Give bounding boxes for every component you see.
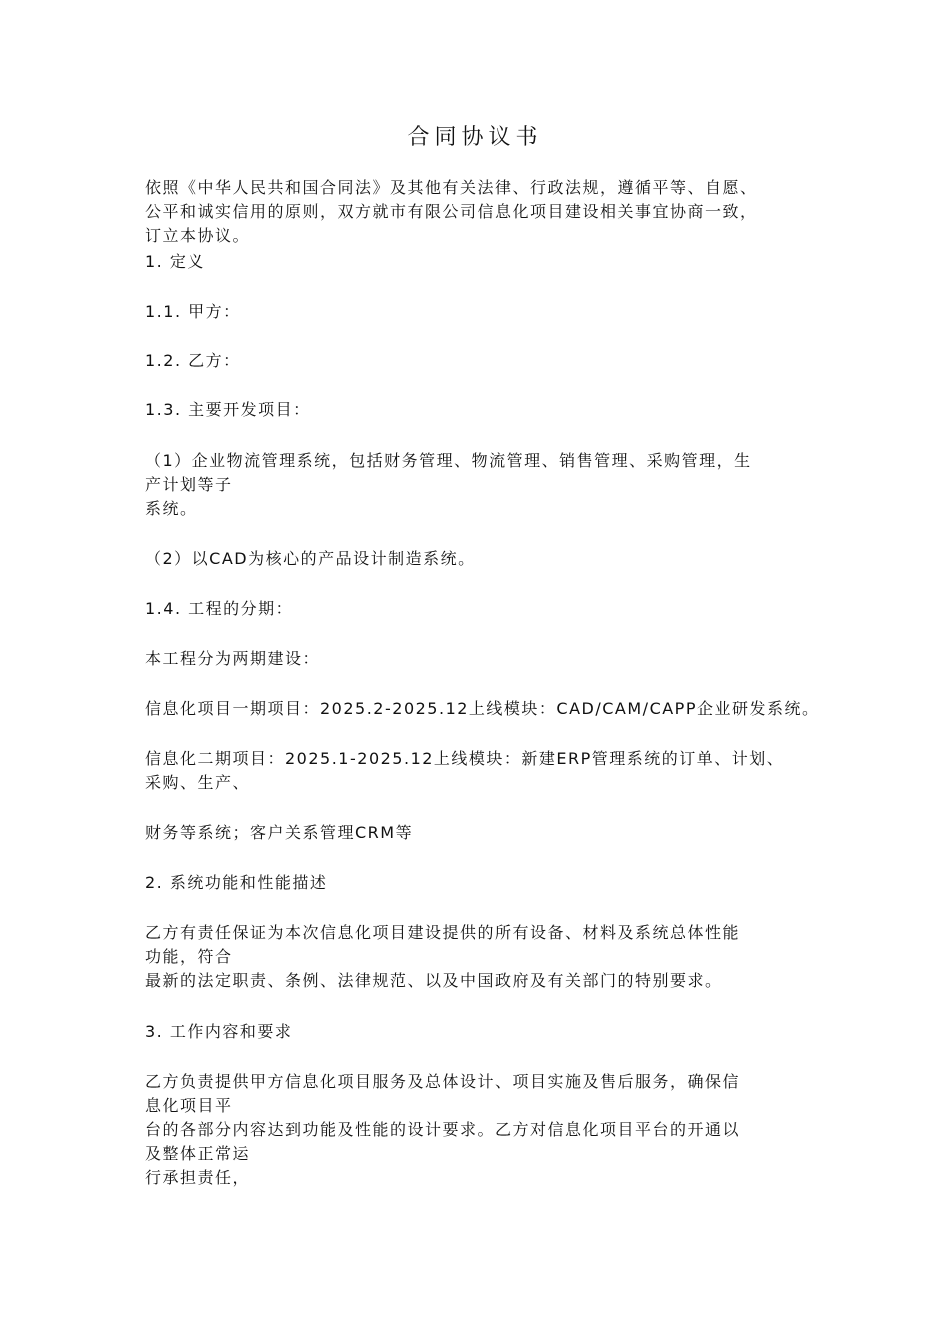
document-title: 合同协议书 (407, 125, 543, 150)
section-2-paragraph: 乙方有责任保证为本次信息化项目建设提供的所有设备、材料及系统总体性能 功能，符合 最新的法定职责、条例、法律规范、以及中国政府及有关部门的特别要求。 (145, 923, 741, 990)
phase-2: 信息化二期项目：2025.1-2025.12上线模块：新建ERP管理系统的订单、计划、 采购、生产、 (145, 749, 785, 792)
phase-2-continued: 财务等系统；客户关系管理CRM等 (145, 823, 414, 842)
section-3-heading: 3. 工作内容和要求 (145, 1022, 293, 1041)
section-1-heading: 1. 定义 (145, 252, 205, 271)
clause-1-3-heading: 1.3. 主要开发项目： (145, 400, 311, 419)
clause-1-2-party-b: 1.2. 乙方： (145, 351, 241, 370)
section-3-paragraph: 乙方负责提供甲方信息化项目服务及总体设计、项目实施及售后服务，确保信 息化项目平 台的各部分内容达到功能及性能的设计要求。乙方对信息化项目平台的开通以 及整体正常运 行承担责任， (145, 1072, 741, 1187)
project-item-2: （2）以CAD为核心的产品设计制造系统。 (145, 549, 476, 568)
phase-1: 信息化项目一期项目：2025.2-2025.12上线模块：CAD/CAM/CAPP企业研发系统。 (145, 699, 820, 718)
clause-1-1-party-a: 1.1. 甲方： (145, 302, 241, 321)
phases-intro: 本工程分为两期建设： (145, 649, 321, 668)
intro-paragraph: 依照《中华人民共和国合同法》及其他有关法律、行政法规，遵循平等、自愿、 公平和诚实信用的原则，双方就市有限公司信息化项目建设相关事宜协商一致， 订立本协议。 (145, 178, 758, 245)
clause-1-4-heading: 1.4. 工程的分期： (145, 599, 294, 618)
section-2-heading: 2. 系统功能和性能描述 (145, 873, 328, 892)
project-item-1: （1）企业物流管理系统，包括财务管理、物流管理、销售管理、采购管理，生 产计划等子 系统。 (145, 451, 752, 518)
